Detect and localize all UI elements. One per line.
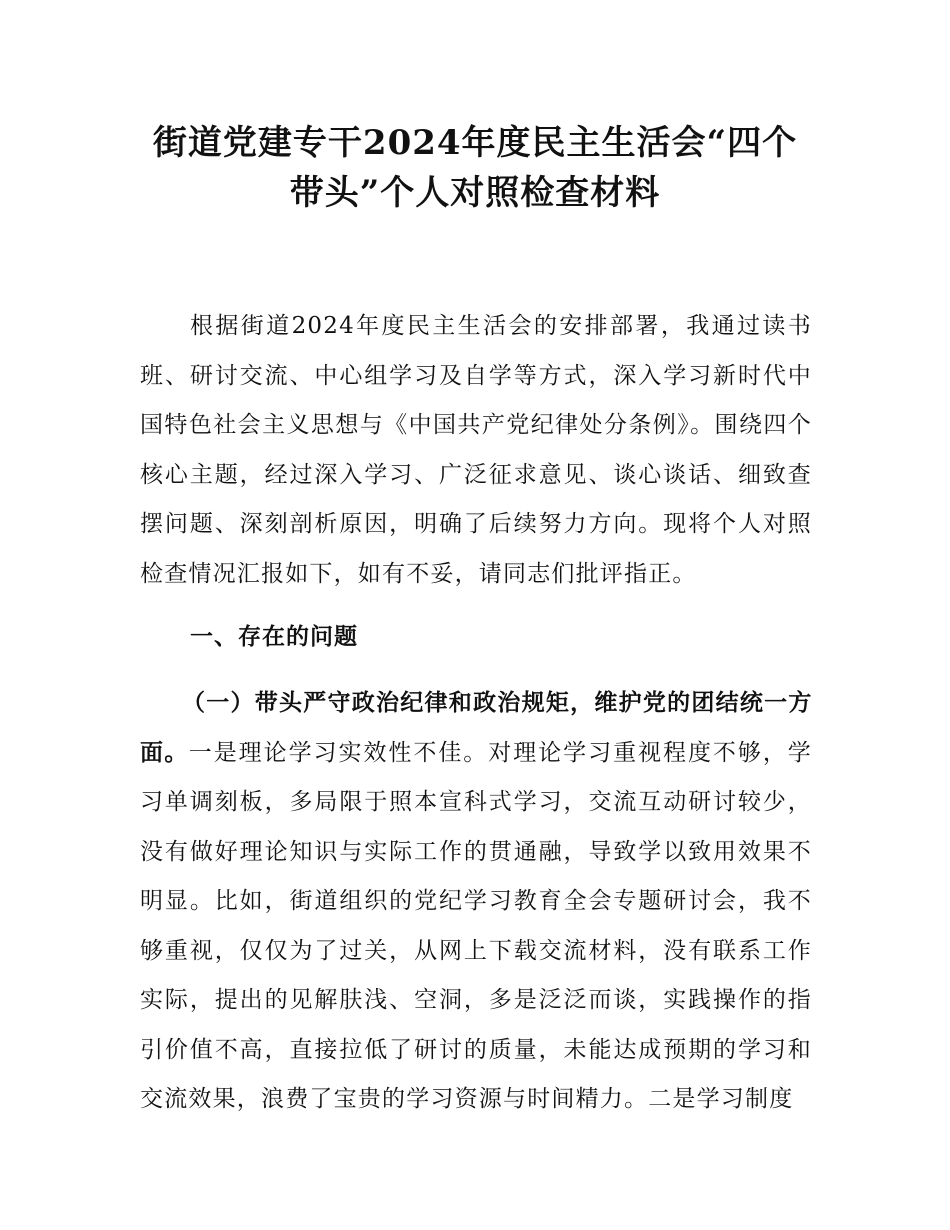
subsection-heading: （一）带头严守政治纪律和政治规矩，维护党的团结统一方面。: [140, 690, 812, 766]
subsection-body: 一是理论学习实效性不佳。对理论学习重视程度不够，学习单调刻板，多局限于照本宣科式学习，交流互动研讨较少，没有做好理论知识与实际工作的贯通融，导致学以致用效果不明显。比如，街道组织的党纪学习教育全会专题研讨会，我不够重视，仅仅为了过关，从网上下载交流材料，没有联系工作实际，提出的见解肤浅、空洞，多是泛泛而谈，实践操作的指引价值不高，直接拉低了研讨的质量，未能达成预期的学习和交流效果，浪费了宝贵的学习资源与时间精力。二是学习制度: [140, 739, 813, 1112]
subsection-paragraph: [140, 679, 812, 1125]
document-title: 街道党建专干2024年度民主生活会“四个带头”个人对照检查材料: [152, 123, 798, 213]
section-heading-problems: 一、存在的问题: [190, 624, 358, 650]
intro-paragraph: 根据街道2024年度民主生活会的安排部署，我通过读书班、研讨交流、中心组学习及自学等方式，深入学习新时代中国特色社会主义思想与《中国共产党纪律处分条例》。围绕四个核心主题，经过深入学习、广泛征求意见、谈心谈话、细致查摆问题、深刻剖析原因，明确了后续努力方向。现将个人对照检查情况汇报如下，如有不妥，请同志们批评指正。: [140, 313, 812, 587]
